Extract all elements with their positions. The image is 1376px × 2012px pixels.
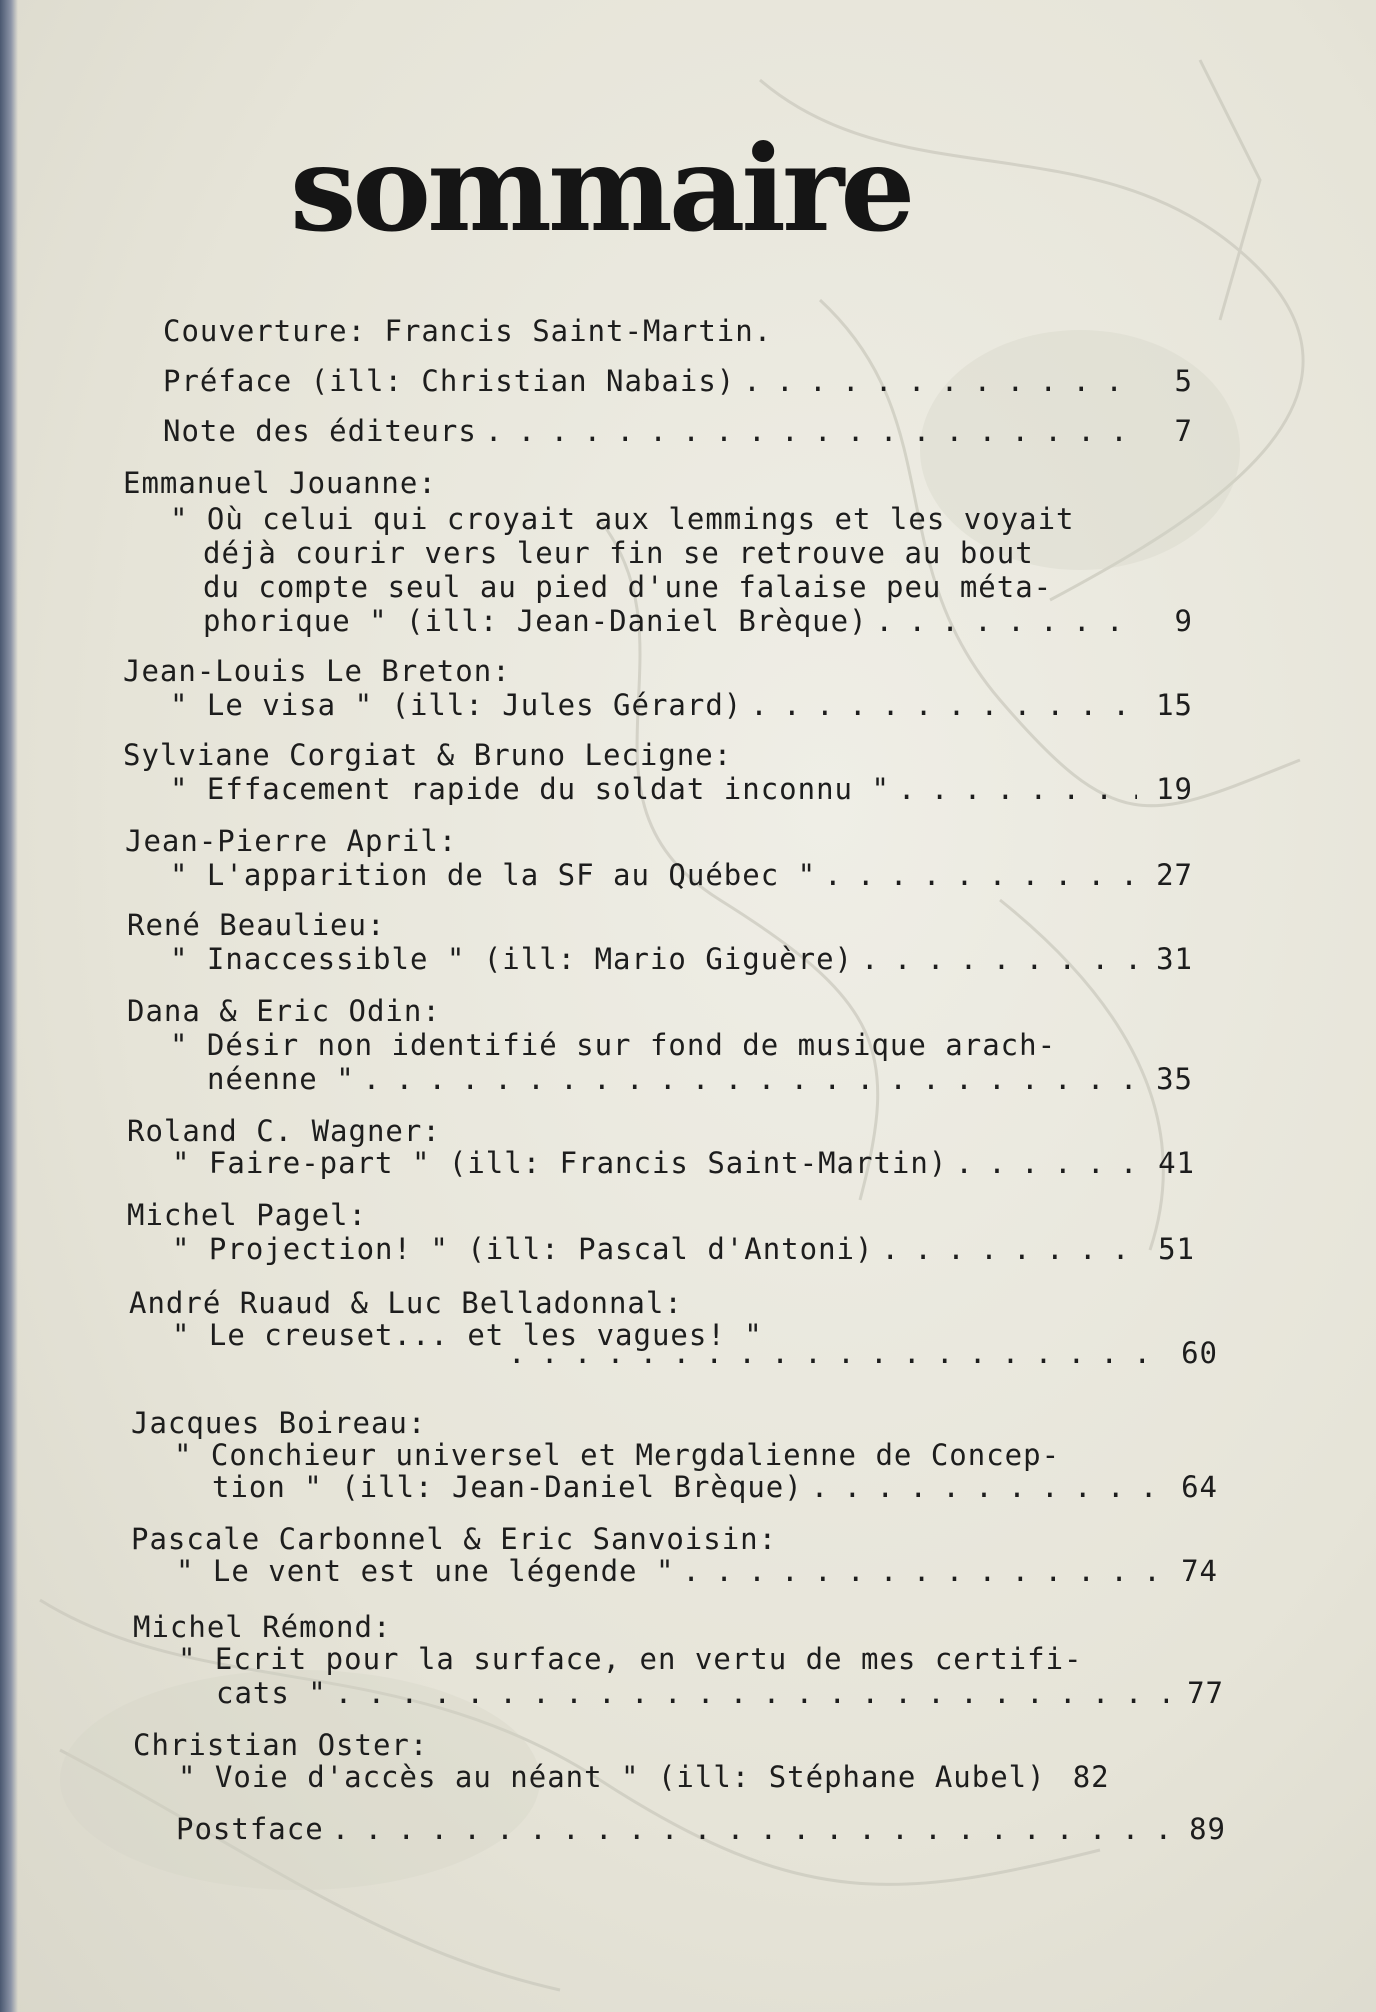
dot-leader <box>824 858 1137 892</box>
entry-author: René Beaulieu: <box>127 908 386 942</box>
entry-title: " Inaccessible " (ill: Mario Giguère) <box>170 942 854 976</box>
entry-author: Sylviane Corgiat & Bruno Lecigne: <box>123 738 733 772</box>
entry-title-line: du compte seul au pied d'une falaise peu méta- <box>203 570 1053 604</box>
dot-leader <box>750 688 1137 722</box>
entry-title-line: " Le creuset... et les vagues! " <box>172 1318 763 1352</box>
entry-page: 19 <box>1156 772 1193 806</box>
entry-page: 51 <box>1158 1232 1195 1266</box>
entry-author: Christian Oster: <box>133 1728 429 1762</box>
dot-leader <box>335 1676 1168 1710</box>
entry-page: 35 <box>1156 1062 1193 1096</box>
dot-leader <box>682 1554 1162 1588</box>
toc-row-remond <box>216 1676 1224 1712</box>
toc-row-ruaud <box>500 1336 1218 1372</box>
entry-page: 60 <box>1181 1336 1218 1370</box>
entry-title: " L'apparition de la SF au Québec " <box>170 858 817 892</box>
entry-author: Pascale Carbonnel & Eric Sanvoisin: <box>131 1522 778 1556</box>
toc-row-wagner <box>172 1146 1195 1182</box>
toc-row-odin <box>207 1062 1193 1098</box>
entry-title: tion " (ill: Jean-Daniel Brèque) <box>212 1470 803 1504</box>
entry-author: André Ruaud & Luc Belladonnal: <box>129 1286 683 1320</box>
entry-page: 15 <box>1156 688 1193 722</box>
entry-author: Michel Pagel: <box>127 1198 367 1232</box>
entry-title-line: " Conchieur universel et Mergdalienne de Concep- <box>174 1438 1061 1472</box>
entry-title: Note des éditeurs <box>163 414 477 448</box>
toc-row-pagel <box>172 1232 1195 1268</box>
entry-title: néenne " <box>207 1062 355 1096</box>
entry-page: 77 <box>1187 1676 1224 1710</box>
cover-credit: Couverture: Francis Saint-Martin. <box>163 314 773 348</box>
entry-title: " Faire-part " (ill: Francis Saint-Martin) <box>172 1146 948 1180</box>
entry-title: phorique " (ill: Jean-Daniel Brèque) <box>203 604 868 638</box>
entry-page: 27 <box>1156 858 1193 892</box>
entry-title-line: déjà courir vers leur fin se retrouve au bout <box>203 536 1034 570</box>
dot-leader <box>861 942 1137 976</box>
entry-author: Dana & Eric Odin: <box>127 994 441 1028</box>
entry-author: Jean-Louis Le Breton: <box>123 654 511 688</box>
toc-row-le-breton <box>170 688 1193 724</box>
entry-page: 31 <box>1156 942 1193 976</box>
entry-page: 9 <box>1174 604 1193 638</box>
dot-leader <box>811 1470 1162 1504</box>
entry-page: 5 <box>1174 364 1193 398</box>
entry-title: " Voie d'accès au néant " (ill: Stéphane Aubel) <box>178 1760 1046 1794</box>
entry-title: " Effacement rapide du soldat inconnu " <box>170 772 890 806</box>
toc-row-beaulieu <box>170 942 1193 978</box>
entry-title-line: " Désir non identifié sur fond de musique arach- <box>170 1028 1057 1062</box>
dot-leader <box>876 604 1137 638</box>
entry-author: Roland C. Wagner: <box>127 1114 441 1148</box>
entry-title: Préface (ill: Christian Nabais) <box>163 364 736 398</box>
entry-page: 89 <box>1189 1812 1226 1846</box>
entry-title: Postface <box>176 1812 324 1846</box>
entry-page: 82 <box>1072 1760 1110 1794</box>
entry-title: " Le visa " (ill: Jules Gérard) <box>170 688 743 722</box>
toc-row-note <box>163 414 1193 450</box>
entry-page: 74 <box>1181 1554 1218 1588</box>
entry-title: cats " <box>216 1676 327 1710</box>
dot-leader <box>485 414 1137 448</box>
dot-leader <box>898 772 1137 806</box>
entry-page: 64 <box>1181 1470 1218 1504</box>
toc-row-postface <box>176 1812 1226 1848</box>
dot-leader <box>881 1232 1139 1266</box>
entry-author: Emmanuel Jouanne: <box>123 466 437 500</box>
entry-title-line: " Ecrit pour la surface, en vertu de mes certifi- <box>178 1642 1083 1676</box>
page-title: sommaire <box>290 119 912 258</box>
dot-leader <box>743 364 1137 398</box>
entry-page: 41 <box>1158 1146 1195 1180</box>
entry-author: Jacques Boireau: <box>131 1406 427 1440</box>
toc-row-preface <box>163 364 1193 400</box>
toc-row-boireau <box>212 1470 1218 1506</box>
toc-row-april <box>170 858 1193 894</box>
entry-title-line: " Où celui qui croyait aux lemmings et les voyait <box>170 502 1075 536</box>
toc-row-corgiat <box>170 772 1193 808</box>
entry-title: " Projection! " (ill: Pascal d'Antoni) <box>172 1232 874 1266</box>
entry-page: 7 <box>1174 414 1193 448</box>
toc-row-oster <box>178 1760 1226 1796</box>
toc-row-carbonnel <box>176 1554 1218 1590</box>
entry-author: Michel Rémond: <box>133 1610 392 1644</box>
dot-leader <box>508 1336 1162 1370</box>
dot-leader <box>363 1062 1137 1096</box>
entry-author: Jean-Pierre April: <box>125 824 458 858</box>
entry-title: " Le vent est une légende " <box>176 1554 675 1588</box>
dot-leader <box>955 1146 1139 1180</box>
dot-leader <box>332 1812 1170 1846</box>
toc-row-jouanne <box>203 604 1193 640</box>
